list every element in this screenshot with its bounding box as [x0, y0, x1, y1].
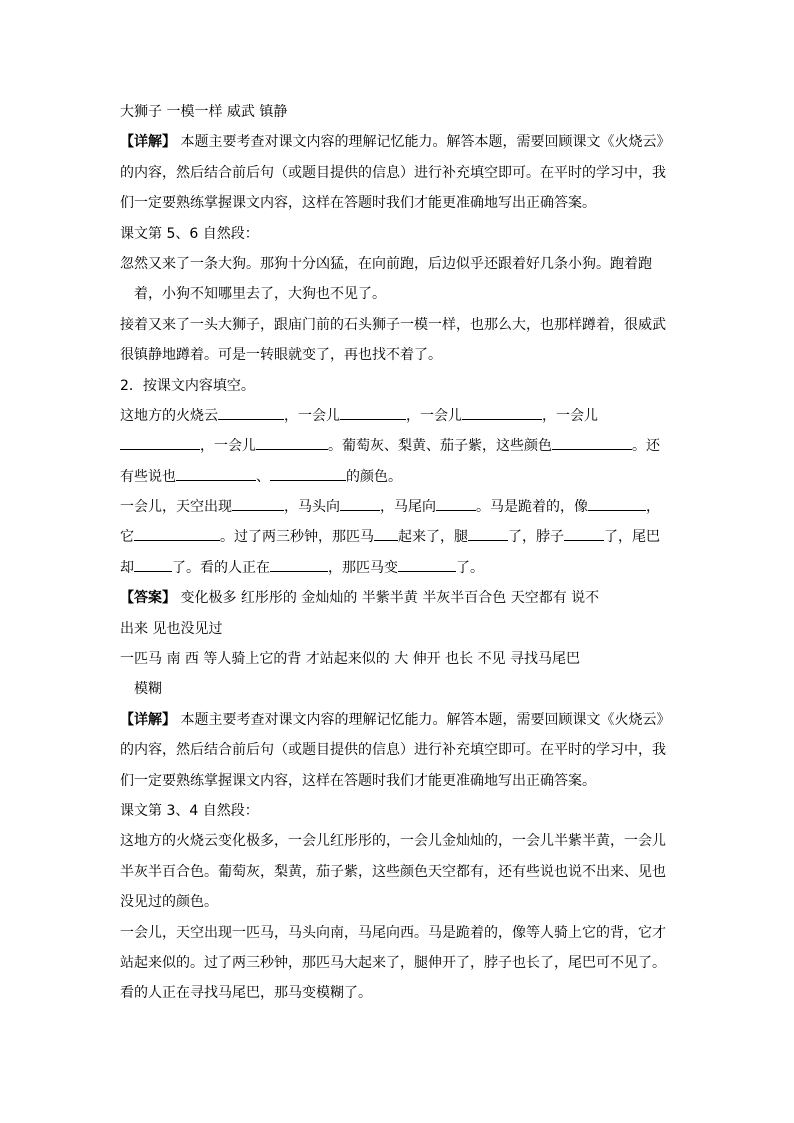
detail-line: 【详解】 本题主要考查对课文内容的理解记忆能力。解答本题，需要回顾课文《火烧云》	[120, 711, 671, 728]
quote-paragraph: 很镇静地蹲着。可是一转眼就变了，再也找不着了。	[120, 347, 442, 364]
answer-blank[interactable]	[270, 466, 346, 481]
answer-blank[interactable]	[340, 496, 380, 511]
top-answers: 大狮子 一模一样 威武 镇静	[120, 104, 288, 120]
answer-blank[interactable]	[120, 435, 200, 450]
text-reference: 课文第 5、6 自然段：	[120, 225, 259, 242]
question-title: 2．按课文内容填空。	[120, 377, 255, 394]
fill-blank-line: 有些说也 、 的颜色。	[120, 462, 680, 492]
answer-blank[interactable]	[462, 405, 542, 420]
detail-line: 的内容，然后结合前后句（或题目提供的信息）进行补充填空即可。在平时的学习中，我	[120, 742, 666, 759]
answer-blank[interactable]	[218, 405, 284, 420]
fill-blank-line: 这地方的火烧云 ，一会儿 ，一会儿 ，一会儿	[120, 401, 680, 431]
answer-line: 出来 见也没见过	[120, 620, 223, 637]
detail-line: 们一定要熟练掌握课文内容，这样在答题时我们才能更准确地写出正确答案。	[120, 195, 596, 212]
answer-blank[interactable]	[398, 557, 456, 572]
fill-blank-line: 一会儿，天空出现 ，马头向 ，马尾向 。马是跪着的，像 ，	[120, 492, 680, 522]
detail-tag: 【详解】	[120, 711, 176, 728]
answer-blank[interactable]	[564, 526, 604, 541]
fill-blank-line: 它 。过了两三秒钟，那匹马 起来了，腿 了，脖子 了，尾巴	[120, 522, 680, 552]
answer-tag: 【答案】	[120, 590, 176, 607]
text-reference: 课文第 3、4 自然段：	[120, 802, 259, 819]
answer-blank[interactable]	[270, 557, 328, 572]
quote-paragraph: 半灰半百合色。葡萄灰，梨黄，茄子紫，这些颜色天空都有，还有些说也说不出来、见也	[120, 863, 666, 880]
answer-blank[interactable]	[552, 435, 632, 450]
quote-paragraph: 没见过的颜色。	[120, 894, 218, 911]
answer-blank[interactable]	[134, 526, 220, 541]
fill-blank-line: 却 了。看的人正在 ，那匹马变 了。	[120, 553, 680, 583]
answer-blank[interactable]	[256, 435, 328, 450]
detail-tag: 【详解】	[120, 134, 176, 151]
answer-blank[interactable]	[232, 496, 284, 511]
quote-paragraph: 看的人正在寻找马尾巴，那马变模糊了。	[120, 985, 372, 1002]
answer-blank[interactable]	[436, 496, 476, 511]
quote-paragraph: 站起来似的。过了两三秒钟，那匹马大起来了，腿伸开了，脖子也长了，尾巴可不见了。	[120, 954, 666, 971]
answer-blank[interactable]	[588, 496, 646, 511]
quote-paragraph: 忽然又来了一条大狗。那狗十分凶猛，在向前跑，后边似乎还跟着好几条小狗。跑着跑	[120, 255, 652, 272]
answer-blank[interactable]	[340, 405, 406, 420]
answer-blank[interactable]	[134, 557, 172, 572]
quote-paragraph: 着，小狗不知哪里去了，大狗也不见了。	[134, 286, 386, 303]
quote-paragraph: 接着又来了一头大狮子，跟庙门前的石头狮子一模一样，也那么大，也那样蹲着，很威武	[120, 316, 666, 333]
answer-line: 【答案】 变化极多 红彤彤的 金灿灿的 半紫半黄 半灰半百合色 天空都有 说不	[120, 590, 600, 607]
answer-blank[interactable]	[176, 466, 256, 481]
detail-line: 【详解】 本题主要考查对课文内容的理解记忆能力。解答本题，需要回顾课文《火烧云》	[120, 134, 671, 151]
answer-line: 模糊	[134, 681, 162, 698]
detail-line: 的内容，然后结合前后句（或题目提供的信息）进行补充填空即可。在平时的学习中，我	[120, 164, 666, 181]
answer-blank[interactable]	[468, 526, 508, 541]
document-page	[120, 97, 680, 1009]
quote-paragraph: 这地方的火烧云变化极多，一会儿红彤彤的，一会儿金灿灿的，一会儿半紫半黄，一会儿	[120, 833, 666, 850]
quote-paragraph: 一会儿，天空出现一匹马，马头向南，马尾向西。马是跪着的，像等人骑上它的背，它才	[120, 924, 666, 941]
answer-blank[interactable]	[374, 526, 398, 541]
detail-line: 们一定要熟练掌握课文内容，这样在答题时我们才能更准确地写出正确答案。	[120, 772, 596, 789]
answer-line: 一匹马 南 西 等人骑上它的背 才站起来似的 大 伸开 也长 不见 寻找马尾巴	[120, 651, 581, 668]
fill-blank-line: ，一会儿 。葡萄灰、梨黄、茄子紫，这些颜色 。还	[120, 431, 680, 461]
